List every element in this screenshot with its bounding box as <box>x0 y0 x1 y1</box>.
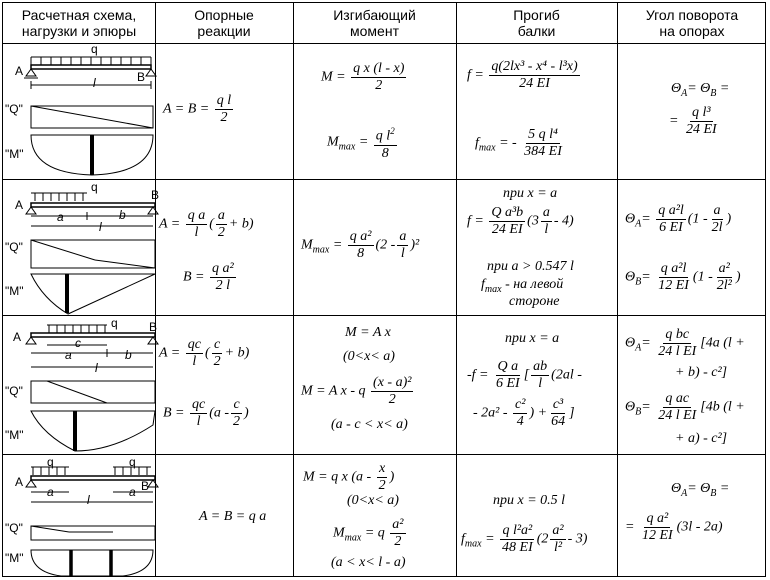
reaction-formula: A = B = $\frac{\text{q l}}{2}$ <box>163 93 232 125</box>
moment-label: "M" <box>5 147 24 161</box>
span-label: l <box>99 220 102 234</box>
segment-b-label: b <box>125 348 132 362</box>
reaction-formula: A = B = q a <box>199 509 267 524</box>
shear-label: "Q" <box>5 240 23 254</box>
load-label: q <box>91 180 98 194</box>
moment-condition: (0<x< a) <box>343 349 395 364</box>
support-b-label: B <box>151 188 160 202</box>
segment-c-label: c <box>75 336 81 350</box>
deflection-condition: при x = a <box>505 331 560 346</box>
support-b-label: B <box>141 479 150 493</box>
rotation-formula: = $\frac{\text{q l³}}{24 EI}$ <box>669 105 717 137</box>
header-deflection: Прогиб балки <box>513 7 560 39</box>
rotation-formula: = $\frac{\text{q a²}}{12 EI}$ (3l - 2a) <box>625 511 723 543</box>
moment-label: "M" <box>5 551 24 565</box>
segment-a-label: a <box>57 210 64 224</box>
rotation-b-formula: $\Theta_B=$ $\frac{\text{q ac}}{\text{24 l EI}}$ [4b (l + <box>625 391 745 423</box>
formula-table <box>2 2 766 577</box>
max-moment-formula: $M_{max}$ = $\frac{q l^2}{8}$ <box>327 123 399 162</box>
header-reactions: Опорные реакции <box>194 7 254 39</box>
header-scheme: Расчетная схема, нагрузки и эпюры <box>21 7 137 39</box>
load-label: q <box>111 316 118 330</box>
rotation-equality: $\Theta_A= \Theta_B$ = <box>671 481 730 499</box>
shear-label: "Q" <box>5 384 23 398</box>
moment-formula: M = q x (a - $\frac{x}{2}$ ) <box>303 461 395 493</box>
deflection-note-side: стороне <box>509 294 560 309</box>
span-label: l <box>87 493 90 507</box>
deflection-formula: -f = $\frac{\text{Q a}}{6 EI}$ [ $\frac{ab}{l}$ (2al - <box>467 359 582 391</box>
moment-condition: (0<x< a) <box>347 493 399 508</box>
moment-condition-2: (a - c < x< a) <box>331 417 408 432</box>
beam-diagram-uniform-load <box>3 43 155 179</box>
shear-label: "Q" <box>5 521 23 535</box>
moment-formula-2: M = A x - q $\frac{\text{(x - a)²}}{2}$ <box>301 375 412 407</box>
support-b-label: B <box>137 70 146 84</box>
column-divider <box>456 3 457 576</box>
moment-condition-2: (a < x< l - a) <box>331 555 406 570</box>
segment-a-left-label: a <box>47 485 54 499</box>
moment-label: "M" <box>5 428 24 442</box>
support-a-label: A <box>15 64 24 78</box>
deflection-formula: f = $\frac{\text{q(2lx³ - x⁴ - l³x)}}{24 EI}$ <box>467 59 578 91</box>
reaction-b-formula: B = $\frac{\text{q a²}}{2 l}$ <box>183 261 234 293</box>
deflection-condition: при x = a <box>503 186 558 201</box>
load-label: q <box>91 42 98 56</box>
beam-diagram-partial-load-left <box>3 179 160 315</box>
support-a-label: A <box>15 475 24 489</box>
moment-formula: M = A x <box>345 325 391 340</box>
segment-b-label: b <box>119 208 126 222</box>
moment-formula: M = $\frac{\text{q x (l - x)}}{2}$ <box>321 61 405 93</box>
column-divider <box>617 3 618 576</box>
column-divider <box>293 3 294 576</box>
support-a-label: A <box>15 198 24 212</box>
beam-diagram-central-partial-load <box>3 315 158 454</box>
deflection-note: $f_{max}$ - на левой <box>481 277 564 295</box>
max-deflection-formula: $f_{max}$ = $\frac{\text{q l²a²}}{48 EI}$ (2 $\frac{\text{a²}}{\text{l²}}$ - 3) <box>461 523 588 555</box>
deflection-condition: при x = 0.5 l <box>493 493 566 508</box>
span-label: l <box>93 76 96 90</box>
support-a-label: A <box>13 330 22 344</box>
column-divider <box>155 3 156 576</box>
moment-label: "M" <box>5 284 24 298</box>
header-moment: Изгибающий момент <box>333 7 416 39</box>
load-label-right: q <box>129 455 136 469</box>
reaction-a-formula: A = $\frac{qc}{l}$ ( $\frac{c}{2}$ + b) <box>159 337 250 369</box>
reaction-b-formula: B = $\frac{qc}{l}$ (a - $\frac{c}{2}$ ) <box>163 397 249 429</box>
deflection-note-condition: при a > 0.547 l <box>487 259 574 274</box>
shear-label: "Q" <box>5 102 23 116</box>
max-moment-formula: $M_{max}$ = $\frac{\text{q a²}}{8}$ (2 - $\frac{a}{l}$ )² <box>301 229 420 261</box>
segment-a-right-label: a <box>129 485 136 499</box>
beam-diagram-symmetric-partial-loads <box>3 454 155 578</box>
rotation-b-continuation: + a) - c²] <box>675 431 728 446</box>
segment-a-label: a <box>65 348 72 362</box>
max-moment-formula: $M_{max} = q$ $\frac{\text{a²}}{2}$ <box>333 517 404 549</box>
load-label-left: q <box>47 455 54 469</box>
rotation-a-formula: $\Theta_A=$ $\frac{\text{q bc}}{\text{24 l EI}}$ [4a (l + <box>625 327 745 359</box>
span-label: l <box>95 361 98 375</box>
support-b-label: B <box>149 320 158 334</box>
header-rotation: Угол поворота на опорах <box>645 7 739 39</box>
rotation-b-formula: $\Theta_B=$ $\frac{\text{q a²l}}{12 EI}$ (1 - $\frac{\text{a²}}{\text{2l²}}$ ) <box>625 261 741 293</box>
max-deflection-formula: $f_{max}$ = - $\frac{\text{5 q l⁴}}{384 EI}$ <box>475 127 562 159</box>
deflection-formula: f = $\frac{\text{Q a³b}}{24 EI}$ (3 $\frac{a}{l}$ - 4) <box>467 205 574 237</box>
rotation-a-continuation: + b) - c²] <box>675 365 728 380</box>
deflection-formula-2: - 2a² - $\frac{\text{c²}}{4}$ ) + $\frac{\text{c³}}{64}$ ] <box>473 397 575 429</box>
rotation-equality: $\Theta_A= \Theta_B$ = <box>671 81 730 99</box>
reaction-a-formula: A = $\frac{\text{q a}}{l}$ ( $\frac{a}{2}$ + b) <box>159 208 254 240</box>
rotation-a-formula: $\Theta_A=$ $\frac{\text{q a²l}}{6 EI}$ (1 - $\frac{a}{2l}$ ) <box>625 203 732 235</box>
